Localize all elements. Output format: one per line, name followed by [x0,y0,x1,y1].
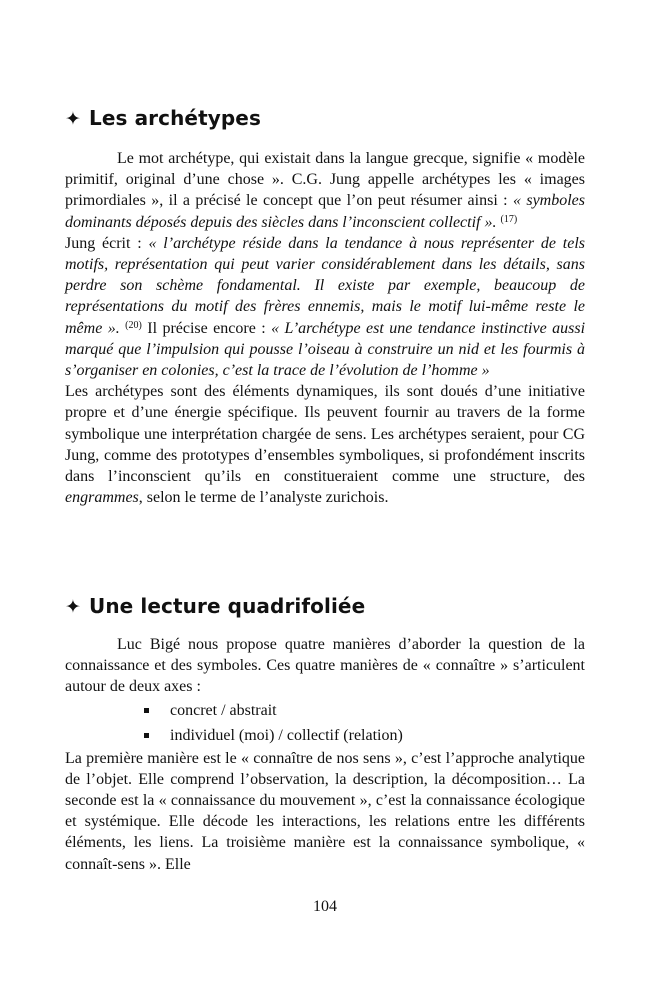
bullet-square-icon [144,708,149,713]
bullet-list [65,698,585,748]
quote-text: « l’archétype réside dans la tendance à nous représenter de tels motifs, représentation qui peut varier considérablement dans les détails, sans perdre son schème fondamental. Il existe par exemple, beaucoup de représentations du motif des frères ennemis, mais le motif lui-même reste le même ». [65,234,585,337]
section-body-lecture [65,634,585,875]
quote-text: « symboles dominants déposés depuis des siècles dans l’inconscient collectif ». [65,192,586,231]
paragraph-text: Les archétypes sont des éléments dynamiques, ils sont doués d’une initiative propre et d’une énergie spécifique. Ils peuvent fournir au travers de la forme symbolique une interprétation chargée de sens. Les archétypes seraient, pour CG Jung, comme des prototypes d’ensembles symboliques, si profondément inscrits dans l’inconscient qu’ils en constitueraient comme une structure, des [65,383,585,486]
paragraph-text: Jung écrit : [65,234,149,252]
section-heading-lecture [65,594,365,619]
paragraph [65,148,585,233]
paragraph: La première manière est le « connaître de nos sens », c’est l’approche analytique de l’objet. Elle comprend l’observation, la description, la décomposition… La seconde est la « connaissance du mouvement », c’est la connaissance écologique et systémique. Elle décode les interactions, les relations entre les différents éléments, les liens. La troisième manière est la connaissance symbolique, « connaît-sens ». Elle [65,749,585,873]
star-icon: ✦ [65,108,82,130]
section-title: Une lecture quadrifoliée [89,594,366,618]
paragraph: Luc Bigé nous propose quatre manières d’aborder la question de la connaissance et des symboles. Ces quatre manières de « connaître » s’articulent autour de deux axes : [65,636,585,696]
page-number: 104 [313,898,337,915]
section-body-archetypes [65,148,585,508]
paragraph [65,381,585,508]
italic-term: engrammes [65,489,139,507]
list-item [65,698,585,723]
paragraph [65,233,585,381]
paragraph-text: , selon le terme de l’analyste zurichois. [138,489,389,507]
section-heading-archetypes [65,106,261,131]
footnote-ref: (20) [125,319,142,331]
list-item-text: individuel (moi) / collectif (relation) [170,726,403,744]
star-icon: ✦ [65,596,82,618]
paragraph-text: Le mot archétype, qui existait dans la langue grecque, signifie « modèle primitif, original d’une chose ». C.G. Jung appelle archétypes les « images primordiales », il a précisé le concept que l’on peut résumer ainsi : [65,150,585,210]
section-title: Les archétypes [89,106,261,130]
paragraph-text: Il précise encore : [141,319,272,337]
footnote-ref: (17) [500,213,518,225]
list-item [65,723,585,748]
list-item-text: concret / abstrait [170,701,277,719]
bullet-square-icon [144,733,149,738]
quote-text: « L’archétype est une tendance instinctive aussi marqué que l’impulsion qui pousse l’oiseau à construire un nid et les fourmis à s’organiser en colonies, c’est la trace de l’évolution de l’homme » [65,319,586,380]
